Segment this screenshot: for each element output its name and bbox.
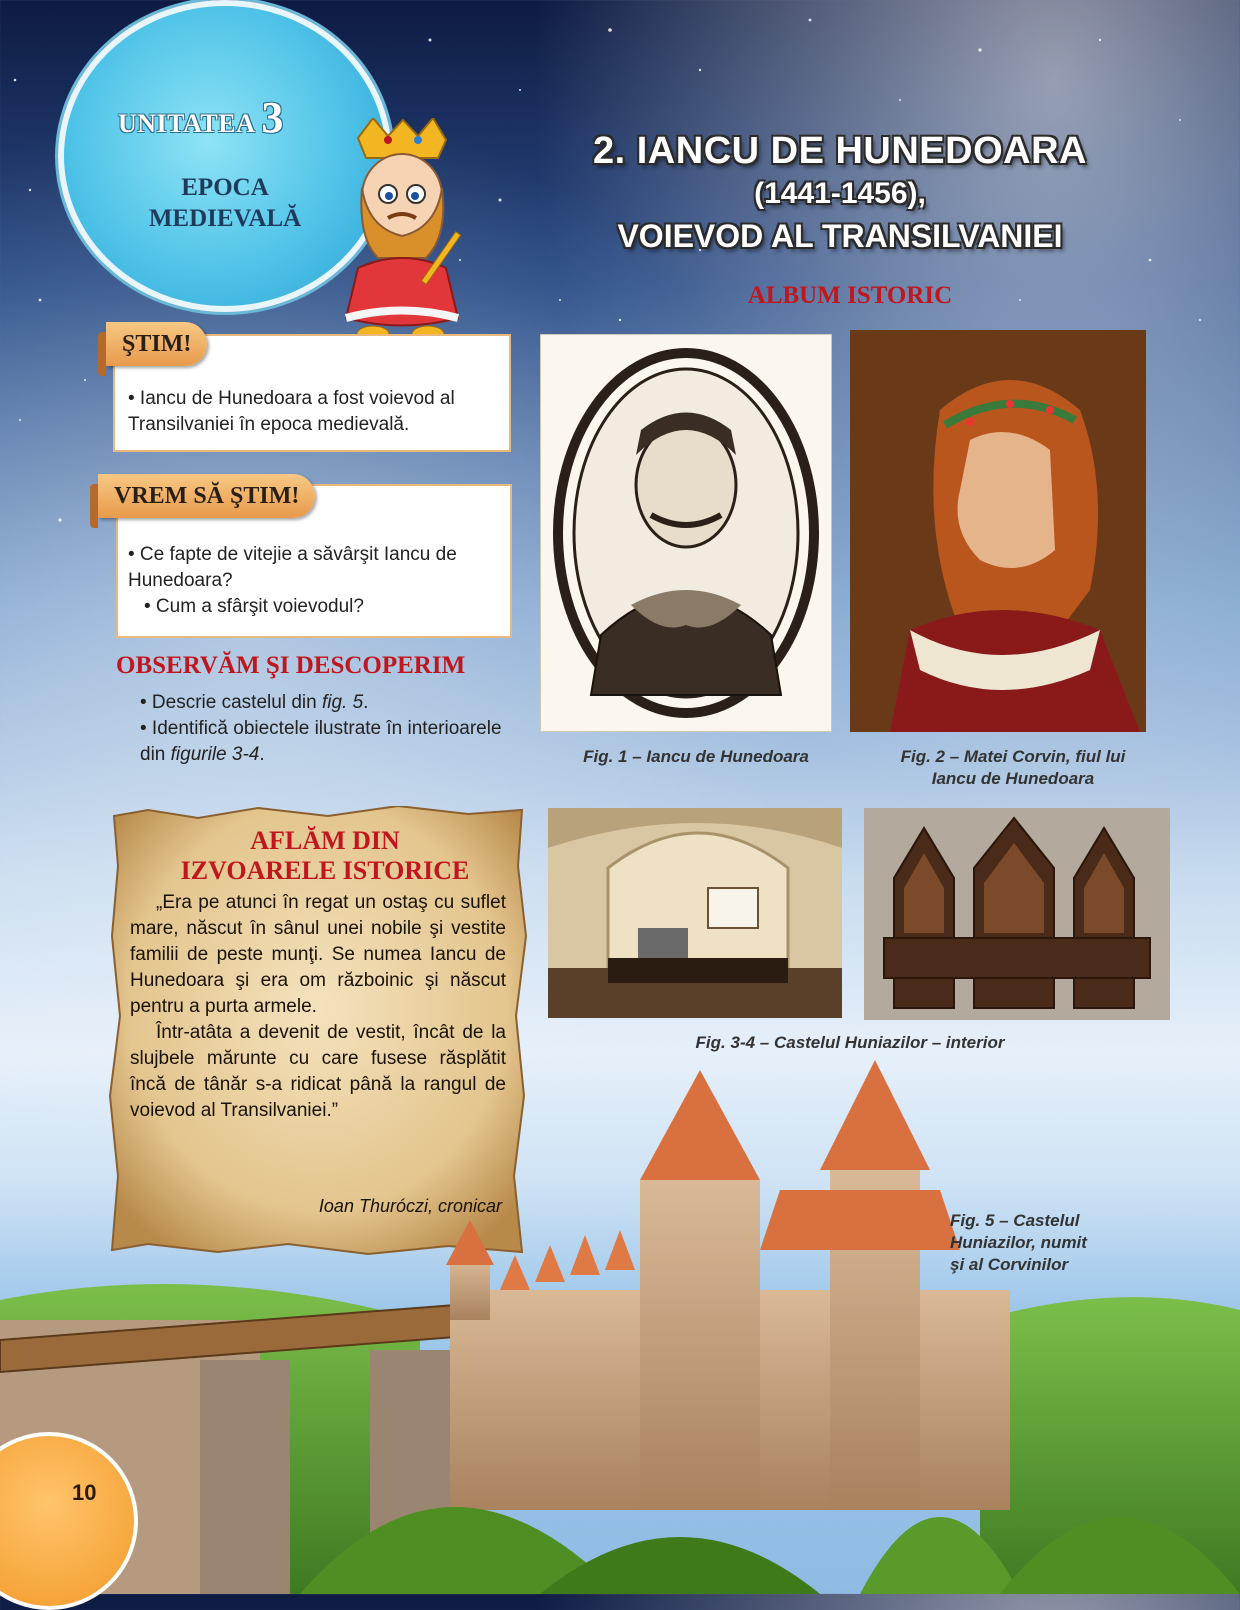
vrem-heading: VREM SĂ ŞTIM! xyxy=(98,474,315,518)
observam-heading: OBSERVĂM ŞI DESCOPERIM xyxy=(116,652,466,679)
observam-item-2-ref: figurile 3-4 xyxy=(170,744,260,765)
gothic-throne-image xyxy=(864,808,1170,1020)
izvoare-heading-line1: AFLĂM DIN xyxy=(250,826,400,855)
caption-fig5-line3: şi al Corvinilor xyxy=(950,1255,1069,1274)
observam-item-1: • Descrie castelul din fig. 5. xyxy=(140,692,369,713)
izvoare-heading-line2: IZVOARELE ISTORICE xyxy=(180,856,470,885)
caption-fig2-line1: Fig. 2 – Matei Corvin, fiul lui xyxy=(900,747,1126,766)
corvin-castle-image xyxy=(0,1060,1240,1594)
iancu-engraving-image xyxy=(540,334,832,732)
izvoare-paragraph-1: „Era pe atunci în regat un ostaş cu suflet mare, născut în sânul unei nobile şi vestite familii de peste munţi. Se numea Iancu de Hunedoara şi era om războinic şi născut pentru a purta armele. xyxy=(130,892,506,1017)
vrem-question-2: • Cum a sfârşit voievodul? xyxy=(144,596,364,617)
caption-fig5-line2: Huniazilor, numit xyxy=(950,1233,1087,1252)
observam-item-2: • Identifică obiectele ilustrate în interioarele din figurile 3-4. xyxy=(140,718,502,765)
izvoare-paragraph-2: Într-atâta a devenit de vestit, încât de la slujbele mărunte cu care fusese răsplătit încă de tânăr s-a ridicat până la rangul de voievod al Transilvaniei.” xyxy=(130,1022,506,1121)
unit-epoch-line1: EPOCA xyxy=(181,174,269,201)
unit-label xyxy=(118,92,284,143)
caption-fig2 xyxy=(846,746,1180,790)
unit-label-text: UNITATEA xyxy=(118,109,256,138)
castle-interior-hall-image xyxy=(548,808,842,1018)
caption-fig5-line1: Fig. 5 – Castelul xyxy=(950,1211,1080,1230)
caption-fig2-line2: Iancu de Hunedoara xyxy=(931,769,1095,788)
page-number: 10 xyxy=(72,1480,97,1505)
unit-epoch xyxy=(120,172,330,234)
observam-item-1-ref: fig. 5 xyxy=(321,692,364,713)
izvoare-heading xyxy=(160,826,490,886)
vrem-question-1: • Ce fapte de vitejie a săvârşit Iancu de Hunedoara? xyxy=(128,544,457,591)
unit-number: 3 xyxy=(261,93,284,142)
stim-text: • Iancu de Hunedoara a fost voievod al Transilvaniei în epoca medievală. xyxy=(128,388,455,435)
title-line1: 2. IANCU DE HUNEDOARA xyxy=(593,130,1087,172)
caption-fig1: Fig. 1 – Iancu de Hunedoara xyxy=(583,747,809,766)
album-title: ALBUM ISTORIC xyxy=(747,282,953,309)
title-line2: (1441-1456), xyxy=(754,177,926,210)
vrem-questions xyxy=(128,542,498,620)
observam-item-2-text: • Identifică obiectele ilustrate în interioarele din xyxy=(140,718,502,765)
unit-epoch-line2: MEDIEVALĂ xyxy=(148,205,302,232)
observam-list xyxy=(120,690,512,768)
stim-heading: ŞTIM! xyxy=(106,322,207,366)
caption-fig3-4: Fig. 3-4 – Castelul Huniazilor – interior xyxy=(695,1033,1005,1052)
izvoare-author: Ioan Thuróczi, cronicar xyxy=(318,1196,502,1216)
title-line3: VOIEVOD AL TRANSILVANIEI xyxy=(617,218,1063,254)
observam-item-1-text: • Descrie castelul din xyxy=(140,692,322,713)
caption-fig5 xyxy=(950,1210,1120,1276)
matei-corvin-portrait-image xyxy=(850,330,1146,732)
lesson-title xyxy=(540,128,1140,258)
king-mascot-illustration xyxy=(318,118,478,343)
